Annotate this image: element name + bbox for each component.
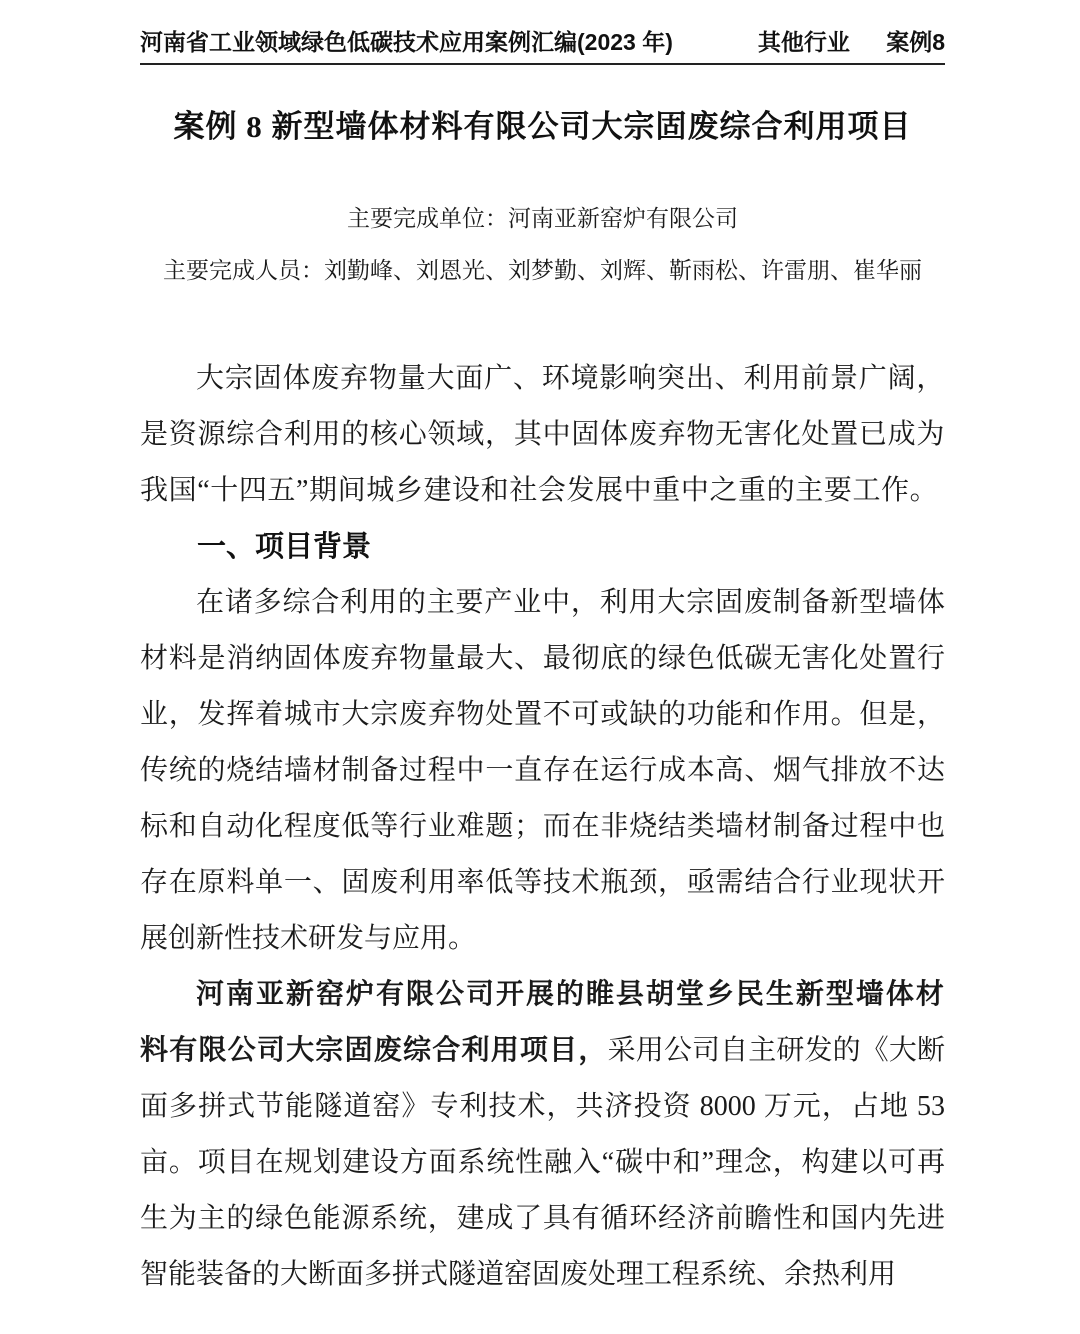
credit-people-line [140, 255, 945, 287]
background-paragraph-2-rest: 采用公司自主研发的《大断面多拼式节能隧道窑》专利技术，共济投资 8000 万元，占地 53 亩。项目在规划建设方面系统性融入“碳中和”理念，构建以可再生为主的绿色能源系统，建成了具有循环经济前瞻性和国内先进智能装备的大断面多拼式隧道窑固废处理工程系统、余热利用 [140, 1035, 945, 1290]
header-booklet-title: 河南省工业领域绿色低碳技术应用案例汇编(2023 年) [140, 29, 673, 55]
credit-people-label: 主要完成人员： [163, 258, 324, 283]
background-paragraph-2-bold-span: 河南亚新窑炉有限公司开展的睢县胡堂乡民生新型墙体材料有限公司大宗固废综合利用项目， [140, 979, 945, 1066]
running-header [140, 27, 945, 65]
credit-unit-line [140, 203, 945, 235]
background-paragraph-2 [140, 967, 945, 1303]
case-title: 案例 8 新型墙体材料有限公司大宗固废综合利用项目 [173, 109, 912, 144]
header-right-group [758, 27, 945, 57]
header-case-number: 案例8 [886, 29, 945, 55]
section-heading-project-background: 一、项目背景 [197, 531, 372, 563]
intro-paragraph: 大宗固体废弃物量大面广、环境影响突出、利用前景广阔，是资源综合利用的核心领域，其中固体废弃物无害化处置已成为我国“十四五”期间城乡建设和社会发展中重中之重的主要工作。 [140, 363, 945, 506]
background-paragraph-1: 在诸多综合利用的主要产业中，利用大宗固废制备新型墙体材料是消纳固体废弃物量最大、最彻底的绿色低碳无害化处置行业，发挥着城市大宗废弃物处置不可或缺的功能和作用。但是，传统的烧结墙材制备过程中一直存在运行成本高、烟气排放不达标和自动化程度低等行业难题；而在非烧结类墙材制备过程中也存在原料单一、固废利用率低等技术瓶颈，亟需结合行业现状开展创新性技术研发与应用。 [140, 587, 945, 954]
header-industry-label: 其他行业 [757, 29, 850, 55]
credit-unit-value: 河南亚新窑炉有限公司 [508, 206, 738, 231]
credit-people-value: 刘勤峰、刘恩光、刘梦勤、刘辉、靳雨松、许雷朋、崔华丽 [324, 258, 922, 283]
credit-unit-label: 主要完成单位： [347, 206, 508, 231]
